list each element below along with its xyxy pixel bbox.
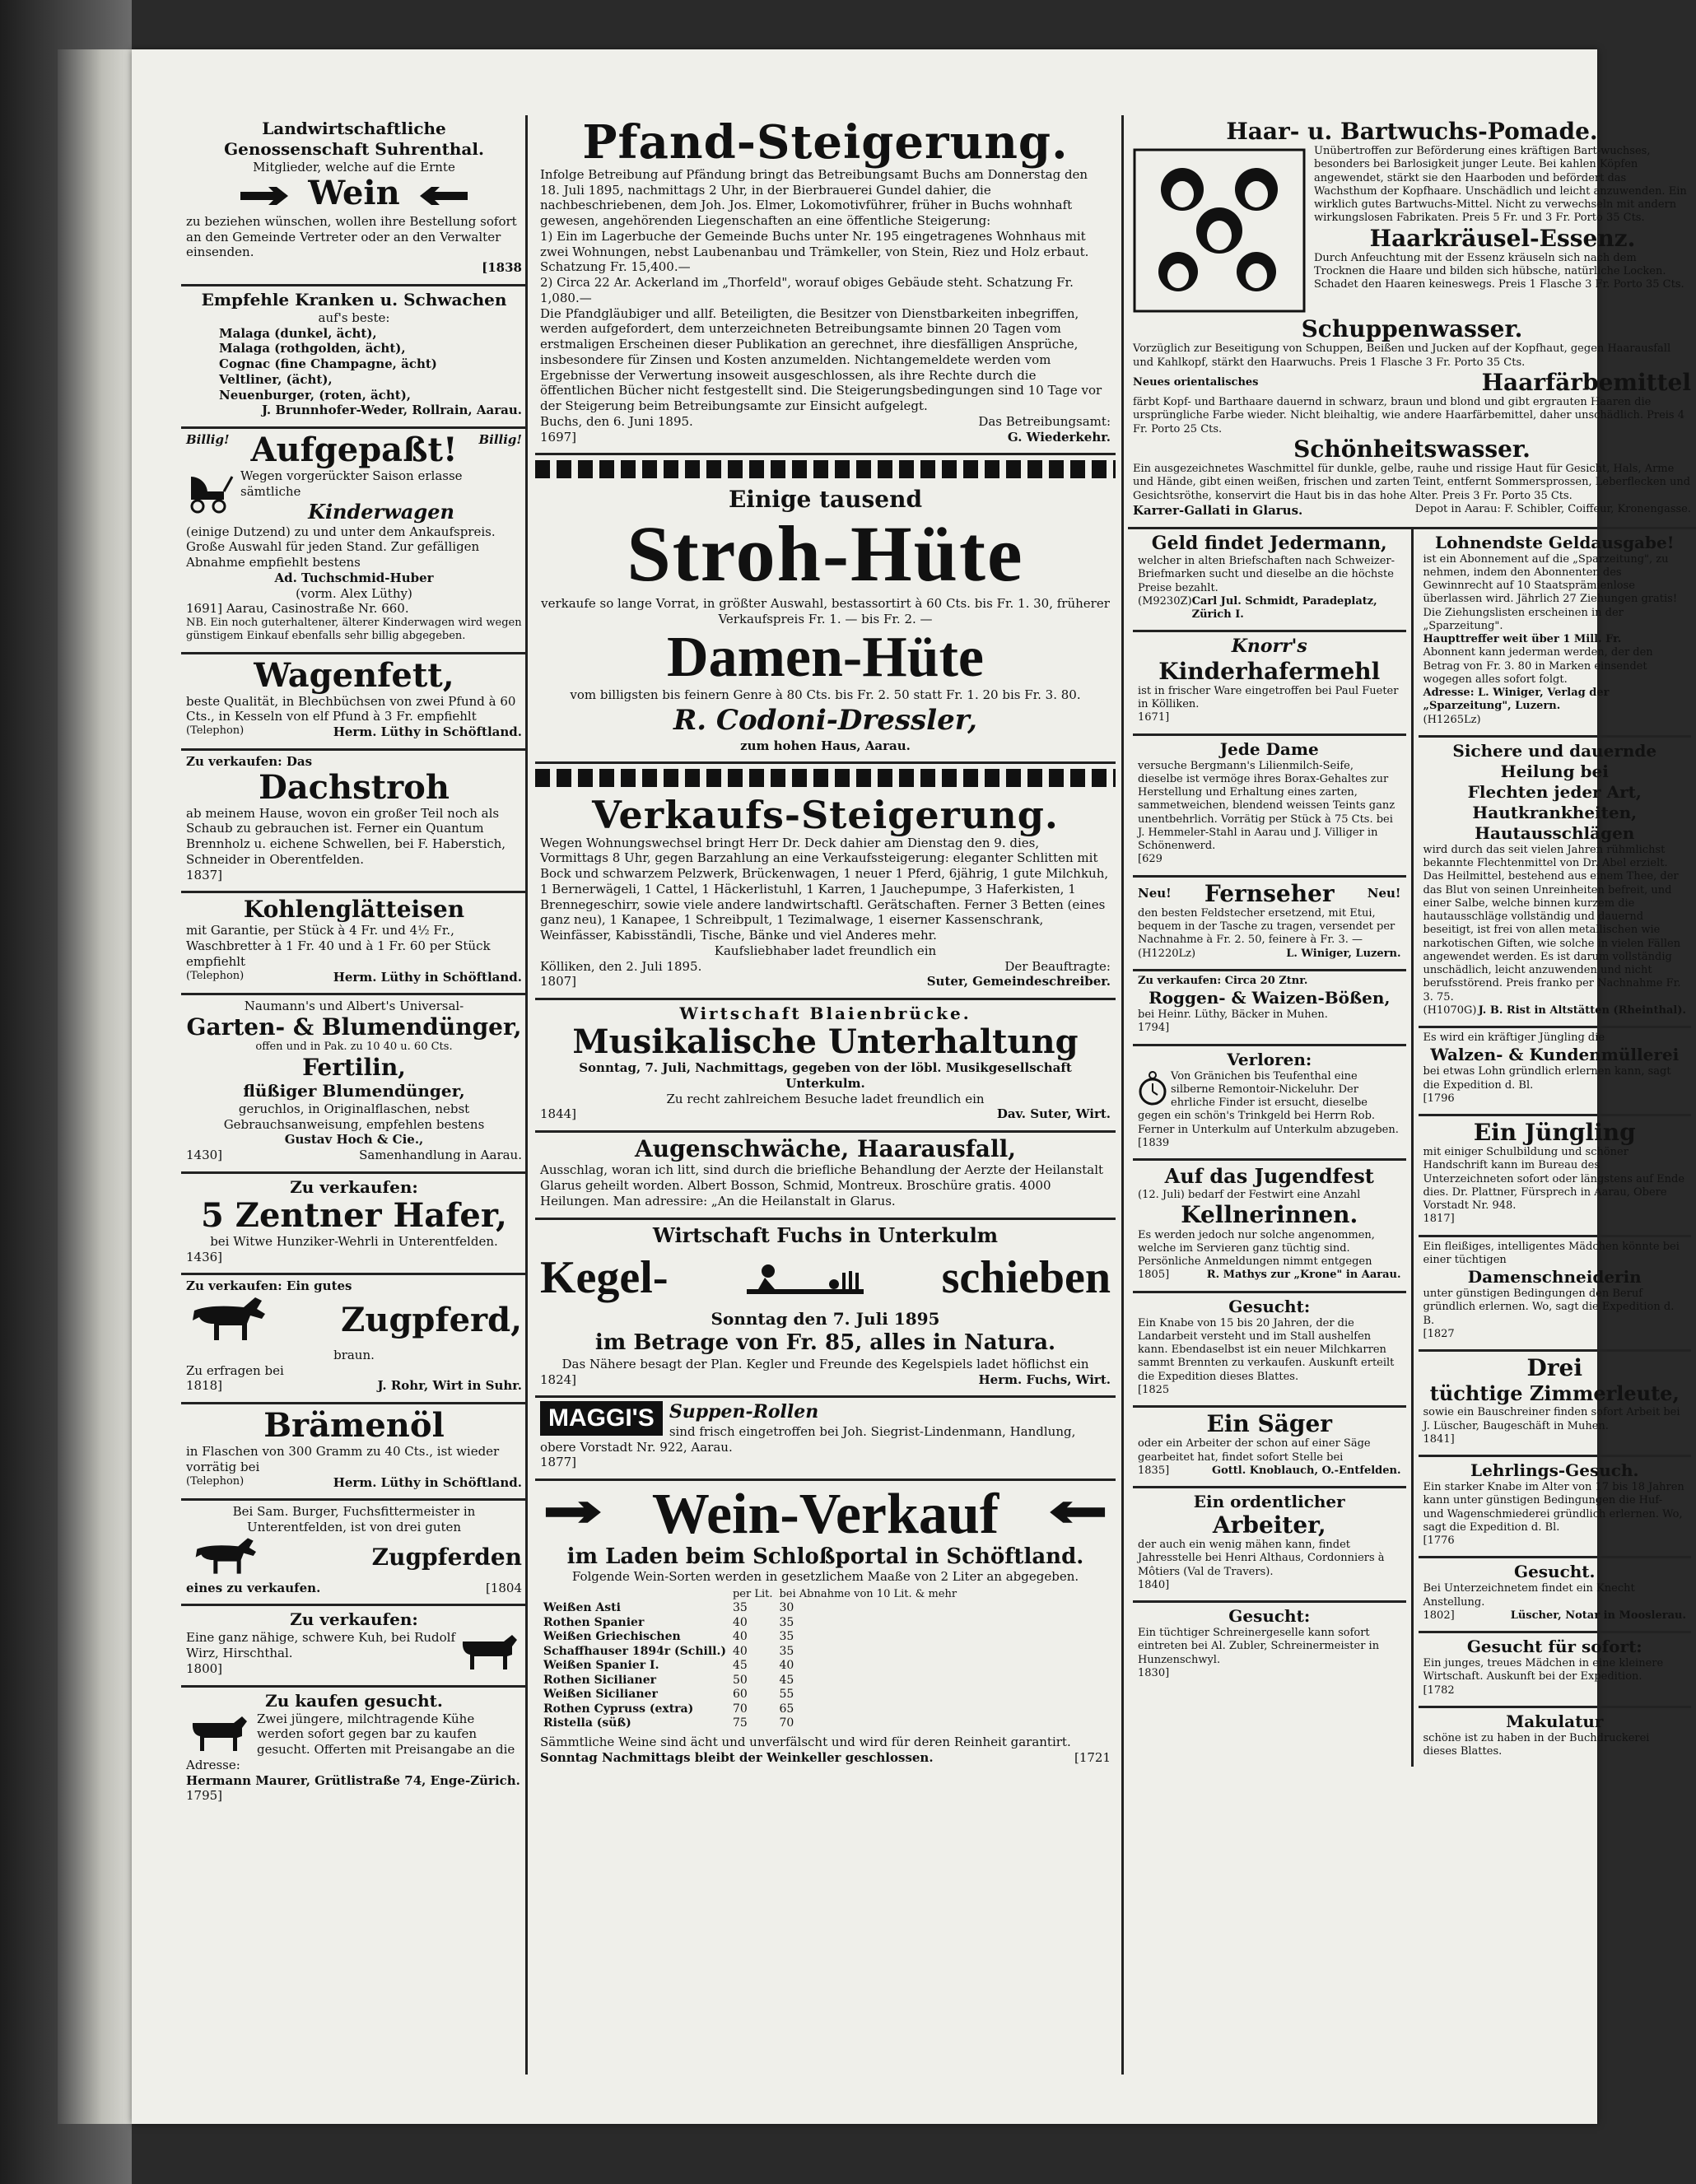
ad-code: 1671]: [1138, 711, 1170, 724]
ad-intro: Jede Dame: [1219, 738, 1319, 759]
right-subcolumns: [1128, 529, 1696, 1767]
ad-body: Ein starker Knabe im Alter von 17 bis 18 Jahren kann unter günstigen Bedingungen die Huf- und Wagenschmiederei gründlich erlernen. Wo, sagt die Expedition d. Bl.: [1423, 1481, 1684, 1534]
ad-code: [1782: [1423, 1683, 1455, 1697]
ad-code: 1795]: [186, 1788, 223, 1804]
ad-code: 1802]: [1423, 1609, 1455, 1622]
ad-body: Wegen Wohnungswechsel bringt Herr Dr. Deck dahier am Dienstag den 9. dies, Vormittags 8 Uhr, gegen Barzahlung an eine Verkaufssteigerung: eleganter Schlitten mit Bock und schwarzem Pelzwerk, Brückenwagen, 1 neuer 1 Pferd, 6jährig, 1 gute Milchkuh, 1 Bernerwägeli, 1 Cattel, 1 Häckerlistuhl, 1 Karren, 1 Jauchepumpe, 3 Haferkisten, 1 Brennegeschirr, sowie viele andere landwirtschaftl. Gerätschaften. Ferner 3 Betten (eines ganz neu), 1 Kanapee, 1 Schreibpult, 1 Tezimalwage, 1 eiserner Kassenschrank, Weinfässer, Kabisständli, Tische, Bänke und viel Anderes mehr.: [540, 835, 1109, 943]
ad-note: NB. Ein noch guterhaltener, älterer Kinderwagen wird wegen günstigem Einkauf ebenfalls sehr billig abgegeben.: [186, 617, 522, 643]
ad-code: (H1265Lz): [1423, 713, 1481, 726]
ad-signature: Gottl. Knoblauch, O.-Entfelden.: [1211, 1464, 1401, 1477]
ad-headline: Wein-Verkauf: [651, 1483, 999, 1547]
ad-body: versuche Bergmann's Lilienmilch-Seife, dieselbe ist vermöge ihres Borax-Gehaltes zur Herstellung und Erhaltung eines zarten, sammetweichen, blendend weissen Teints ganz unentbehrlich. Vorrätig per Stück à 75 Cts. bei J. Hemmeler-Stahl in Aarau und J. Villiger in Schönenwerd.: [1138, 759, 1395, 853]
ad-body: Zu erfragen bei: [186, 1362, 284, 1378]
ad-office: Das Betreibungsamt:: [978, 413, 1111, 429]
column-left: [181, 115, 527, 2075]
ad-headline: Haupttreffer weit über 1 Mill. Fr.: [1423, 633, 1622, 645]
ad-gesucht-knabe: [1133, 1293, 1406, 1409]
ad-headline: Lehrlings-Gesuch.: [1470, 1460, 1639, 1481]
ad-headline: Flechten jeder Art,: [1467, 781, 1642, 802]
ad-body: Bei Unterzeichnetem findet ein Knecht Anstellung.: [1423, 1582, 1635, 1609]
ad-tag: Billig!: [478, 432, 522, 447]
pointing-hand-icon: [239, 178, 296, 214]
subcolumn-left: [1128, 529, 1414, 1767]
ad-code: [1839: [1138, 1136, 1170, 1149]
ad-body: sind frisch eingetroffen bei Joh. Siegrist-Lindenmann, Handlung, obere Vorstadt Nr. 922, Aarau.: [540, 1423, 1076, 1455]
pointing-hand-icon: [1037, 1500, 1111, 1529]
ad-signature: Dav. Suter, Wirt.: [996, 1106, 1111, 1122]
ad-headline: Wagenfett,: [254, 655, 454, 695]
wine-list: [186, 326, 522, 403]
ad-body: oder ein Arbeiter der schon auf einer Säge gearbeitet hat, findet sofort Stelle bei: [1138, 1437, 1371, 1464]
ad-signature: J. B. Rist in Altstätten (Rheinthal).: [1478, 1004, 1686, 1017]
ad-body: Das Nähere besagt der Plan. Kegler und Freunde des Kegelspiels ladet höflichst ein: [561, 1356, 1089, 1371]
ad-headline: Ein Jüngling: [1473, 1119, 1636, 1146]
ad-place-date: Buchs, den 6. Juni 1895.: [540, 413, 693, 429]
ad-body: Unübertroffen zur Beförderung eines kräftigen Bart-wuchses, besonders bei Barlosigkeit junger Leute. Bei kahlen Köpfen angewendet, stärkt sie den Haarboden und befördert das Wachsthum der Kopfhaare. Unschädlich und leicht anzuwenden. Ein wirklich gutes Bartwuchs-Mittel. Nicht zu verwechseln mit andern wirkungslosen Fabrikaten. Preis 5 Fr. und 3 Fr. Porto 35 Cts.: [1314, 145, 1687, 225]
ad-body: im Betrage von Fr. 85, alles in Natura.: [594, 1330, 1056, 1356]
ad-body: Abonnent kann jederman werden, der den Betrag von Fr. 3. 80 in Marken einsendet wogegen alles sofort folgt.: [1423, 646, 1653, 686]
ad-arbeiter: [1133, 1488, 1406, 1603]
ad-signature: R. Codoni-Dressler,: [673, 704, 977, 738]
ad-body: Vorzüglich zur Beseitigung von Schuppen, Beißen und Jucken auf der Kopfhaut, gegen Haarausfall und Kahlkopf, stärkt den Haarwuchs. Preis 1 Flasche 3 Fr. Porto 35 Cts.: [1133, 342, 1671, 369]
ad-signature: Suter, Gemeindeschreiber.: [926, 974, 1111, 990]
ad-body: zu beziehen wünschen, wollen ihre Bestellung sofort an den Gemeinde Vertreter oder an den Verwalter einsenden.: [186, 213, 517, 260]
ad-kohlenglaetteisen: [181, 893, 527, 995]
ad-intro: Ein ordentlicher: [1193, 1492, 1345, 1511]
ad-telephone: (Telephon): [186, 1474, 245, 1488]
ad-intro: Zu verkaufen:: [290, 1176, 418, 1197]
ad-body: Zwei jüngere, milchtragende Kühe werden sofort gegen bar zu kaufen gesucht. Offerten mit Preisangabe an die Adresse:: [186, 1711, 515, 1772]
list-item: Malaga (dunkel, ächt),: [219, 325, 377, 341]
table-row: Ristella (süß) 75 70: [543, 1716, 794, 1730]
ad-zimmerleute: [1419, 1352, 1692, 1457]
ad-makulatur: [1419, 1708, 1692, 1767]
ad-code: (H1070G): [1423, 1004, 1477, 1017]
ad-headline: schieben: [941, 1252, 1111, 1304]
table-row: Rothen Cypruss (extra) 70 65: [543, 1702, 794, 1716]
ad-headline: Haarfärbemittel: [1481, 368, 1691, 396]
ad-headline: Haar- u. Bartwuchs-Pomade.: [1226, 118, 1598, 145]
ad-signature: Adresse: L. Winiger, Verlag der „Sparzeitung", Luzern.: [1423, 687, 1610, 713]
ad-headline: Walzen- & Kundenmüllerei: [1430, 1045, 1680, 1065]
ad-code: 1837]: [186, 867, 223, 882]
ad-code: 1841]: [1423, 1432, 1455, 1446]
ad-code: 1830]: [1138, 1666, 1170, 1679]
ad-signature: R. Mathys zur „Krone" in Aarau.: [1206, 1269, 1401, 1282]
ad-kegelschieben: [535, 1220, 1116, 1399]
ad-headline: Aufgepaßt!: [250, 431, 458, 469]
ad-tag: Billig!: [186, 432, 230, 447]
ad-body: welcher in alten Briefschaften nach Schweizer-Briefmarken sucht und dieselbe an die höchste Preise bezahlt.: [1138, 555, 1395, 594]
ad-tag: Neu!: [1138, 886, 1172, 901]
column-middle: [535, 115, 1116, 2075]
ad-kinderhafermehl: [1133, 632, 1406, 735]
ad-body: in Flaschen von 300 Gramm zu 40 Cts., ist wieder vorrätig bei: [186, 1444, 500, 1474]
ad-headline: Pfand-Steigerung.: [582, 115, 1069, 170]
ad-intro: Zu verkaufen:: [290, 1609, 418, 1630]
ad-code: (M9230Z): [1138, 594, 1192, 608]
ad-sub: im Laden beim Schloßportal in Schöftland.: [566, 1544, 1084, 1569]
list-item: Neuenburger, (roten, ächt),: [219, 387, 412, 403]
ad-headline: Schönheitswasser.: [1293, 435, 1531, 463]
ad-signature: J. Brunnhofer-Weder, Rollrain, Aarau.: [262, 403, 522, 418]
ad-place-date: Kölliken, den 2. Juli 1895.: [540, 958, 702, 974]
newspaper-page: [132, 49, 1691, 2124]
ad-hafer: [181, 1174, 527, 1276]
ad-pfand-steigerung: [535, 115, 1116, 455]
ad-telephone: (Telephon): [186, 969, 245, 982]
ad-intro: Knorr's: [1231, 636, 1307, 658]
ad-office: Der Beauftragte:: [1004, 958, 1111, 974]
ad-code: 1794]: [1138, 1022, 1170, 1035]
table-row: Rothen Sicilianer 50 45: [543, 1673, 794, 1687]
ad-headline: Brämenöl: [263, 1406, 445, 1446]
ad-intro: Bei Sam. Burger, Fuchsfittermeister in Unterentfelden, ist von drei guten: [232, 1504, 476, 1535]
ad-code: (H1220Lz): [1138, 947, 1196, 960]
ad-note: Sämmtliche Weine sind ächt und unverfälscht und wird für deren Reinheit garantirt.: [540, 1734, 1071, 1749]
ad-body: (12. Juli) bedarf der Festwirt eine Anzahl: [1138, 1189, 1361, 1202]
ad-wein-verkauf: [535, 1481, 1116, 1773]
ad-headline: Gesucht:: [1228, 1606, 1311, 1627]
ad-wagenfett: [181, 654, 527, 751]
ad-zugpferd: [181, 1275, 527, 1404]
ad-body: mit einiger Schulbildung und schöner Handschrift kann im Bureau des Unterzeichneten sofort oder längstens auf Ende dies. Dr. Plattner, Fürsprech in Aarau, Obere Vorstadt Nr. 948.: [1423, 1146, 1685, 1213]
ad-duenger: [181, 995, 527, 1173]
ad-headline: Empfehle Kranken u. Schwachen: [201, 289, 507, 310]
ad-fernseher: [1133, 878, 1406, 971]
table-row: Schaffhauser 1894r (Schill.) 40 35: [543, 1644, 794, 1658]
ad-braemenoel: [181, 1404, 527, 1501]
ad-signature: Hermann Maurer, Grütlistraße 74, Enge-Zürich.: [186, 1772, 520, 1788]
ad-code: 1844]: [540, 1106, 577, 1122]
ad-headline: Gesucht für sofort:: [1466, 1637, 1642, 1657]
ad-stroh-huete: [535, 483, 1116, 764]
ad-headline: Dachstroh: [259, 767, 450, 807]
ad-intro: Naumann's und Albert's Universal-: [244, 999, 464, 1014]
ad-body: Sonntag, 7. Juli, Nachmittags, gegeben von der löbl. Musikgesellschaft Unterkulm.: [579, 1060, 1072, 1091]
ad-body: Kaufsliebhaber ladet freundlich ein: [714, 943, 937, 958]
ad-code: 1817]: [1423, 1213, 1455, 1226]
ad-headline: Zugpferden: [371, 1544, 522, 1572]
table-header: per Lit.: [732, 1588, 773, 1601]
ad-headline: Stroh-Hüte: [627, 510, 1024, 598]
ad-code: 1691]: [186, 601, 223, 617]
ad-body: färbt Kopf- und Barthaare dauernd in schwarz, braun und blond und gibt ergrauten Haaren die ursprüngliche Farbe wieder. Nicht bleihaltig, wie andere Haarfärbemittel, daher unschädlich. Preis 4 Fr. Porto 25 Cts.: [1133, 396, 1685, 435]
list-item: 1) Ein im Lagerbuche der Gemeinde Buchs unter Nr. 195 eingetragenes Wohnhaus mit zwei Wohnungen, nebst Laubenanbau und Trämkeller, von Stein, Riez und Holz erbaut. Schatzung Fr. 15,400.—: [540, 228, 1089, 275]
ad-body: schöne ist zu haben in der Buchdruckerei dieses Blattes.: [1423, 1731, 1650, 1758]
table-row: Weißen Sicilianer 60 55: [543, 1688, 794, 1702]
ad-body: Ein fleißiges, intelligentes Mädchen könnte bei einer tüchtigen: [1423, 1240, 1680, 1266]
cow-icon: [456, 1630, 522, 1675]
ad-kellnerinnen: [1133, 1161, 1406, 1292]
ad-body: Von Gränichen bis Teufenthal eine silberne Remontoir-Nickeluhr. Der ehrliche Finder ist ersucht, dieselbe gegen ein schön's Trinkgeld bei Herrn Rob. Ferner in Unterkulm auf Unterkulm abzugeben.: [1138, 1069, 1399, 1136]
ad-headline: Kinderhafermehl: [1158, 657, 1381, 685]
ornament-divider: [535, 769, 1116, 787]
ad-body: (einige Dutzend) zu und unter dem Ankaufspreis. Große Auswahl für jeden Stand. Zur gefälligen Abnahme empfiehlt bestens: [186, 524, 496, 570]
ad-code: 1800]: [186, 1660, 223, 1676]
ad-saeger: [1133, 1408, 1406, 1488]
ad-muellerei: [1419, 1028, 1692, 1116]
ad-maggi: [535, 1398, 1116, 1481]
ad-damenschneiderin: [1419, 1237, 1692, 1353]
pram-icon: [186, 468, 235, 519]
table-row: Rothen Spanier 40 35: [543, 1615, 794, 1629]
ad-sub: auf's beste:: [318, 310, 390, 325]
ad-body: vom billigsten bis feinern Genre à 80 Cts. bis Fr. 2. 50 statt Fr. 1. 20 bis Fr. 3. 80.: [570, 687, 1081, 703]
ad-body: Infolge Betreibung auf Pfändung bringt das Betreibungsamt Buchs am Donnerstag den 18. Juli 1895, nachmittags 2 Uhr, in der Bierbrauerei Gundel dahier, die nachbeschriebenen, dem Joh. Jos. Elmer, Lokomotivführer, früher in Buchs wohnhaft gewesen, angehörenden Liegenschaften an eine öffentliche Steigerung:: [540, 166, 1088, 229]
ad-knecht: [1419, 1558, 1692, 1633]
ad-headline: Verloren:: [1227, 1049, 1312, 1069]
ad-headline: Augenschwäche, Haarausfall,: [635, 1135, 1016, 1163]
ad-signature: J. Rohr, Wirt in Suhr.: [377, 1378, 522, 1394]
ad-code: [629: [1138, 853, 1163, 866]
ad-sparzeitung: [1419, 529, 1692, 738]
ad-headline: tüchtige Zimmerleute,: [1429, 1381, 1680, 1406]
ad-title: Landwirtschaftliche: [262, 119, 446, 138]
ad-intro: Zu verkaufen: Circa 20 Ztnr.: [1138, 974, 1308, 987]
ad-signature: (vorm. Alex Lüthy): [296, 585, 412, 601]
ad-augenschwaeche: [535, 1133, 1116, 1219]
ad-code: [1825: [1138, 1383, 1170, 1396]
ad-headline: Drei: [1526, 1354, 1582, 1382]
ad-body: Zu recht zahlreichem Besuche ladet freundlich ein: [666, 1091, 985, 1106]
ad-headline: Suppen-Rollen: [669, 1401, 819, 1423]
ad-intro: Wirtschaft Blaienbrücke.: [679, 1004, 971, 1024]
ad-signature: G. Wiederkehr.: [1007, 429, 1111, 445]
ad-code: 1436]: [186, 1249, 223, 1264]
ad-verloren: [1133, 1046, 1406, 1162]
ad-body: bei Heinr. Lüthy, Bäcker in Muhen.: [1138, 1008, 1328, 1022]
list-item: Veltliner, (ächt),: [219, 371, 333, 387]
ad-address: Aarau, Casinostraße Nr. 660.: [226, 601, 409, 617]
ad-code: 1835]: [1138, 1464, 1170, 1477]
ad-address: zum hohen Haus, Aarau.: [740, 738, 911, 753]
ad-genossenschaft: [181, 115, 527, 286]
ad-date: Sonntag den 7. Juli 1895: [711, 1309, 940, 1329]
ad-body: Die Pfandgläubiger und allf. Beteiligten, die Besitzer von Dienstbarkeiten inbegriffen, werden aufgefordert, dem unterzeichneten Betreibungsamte binnen 20 Tagen vom erstmaligen Erscheinen dieser Publikation an gerechnet, ihre diesfälligen Ansprüche, insbesondere für Zinsen und Kosten anzumelden. Nichtangemeldete werden vom Ergebnisse der Verwertung insoweit ausgeschlossen, als ihre Rechte durch die öffentlichen Bücher nicht festgestellt sind. Die Steigerungsbedingungen sind 10 Tage vor der Steigerung beim Betreibungsamte zur Einsicht aufgelegt.: [540, 305, 1102, 414]
ad-headline: Kegel-: [540, 1252, 669, 1304]
ad-body: Es werden jedoch nur solche angenommen, welche im Servieren ganz tüchtig sind. Persönliche Anmeldungen nimmt entgegen: [1138, 1228, 1375, 1269]
ad-body: geruchlos, in Originalflaschen, nebst Gebrauchsanweisung, empfehlen bestens: [223, 1101, 485, 1132]
ad-signature: Herm. Fuchs, Wirt.: [978, 1371, 1111, 1387]
ad-signature: Herm. Lüthy in Schöftland.: [333, 724, 522, 739]
subcolumn-right: [1414, 529, 1696, 1767]
ad-roggen: [1133, 971, 1406, 1046]
pointing-hand-icon: [412, 178, 469, 214]
ad-body: Ein Knabe von 15 bis 20 Jahren, der die Landarbeit versteht und im Stall aushelfen kann. Ebendaselbst ist ein neuer Milchkarren sammt Brennten zu verkaufen. Auskunft erteilt die Expedition dieses Blattes.: [1138, 1316, 1395, 1383]
ad-headline: Hautkrankheiten,: [1472, 802, 1638, 822]
portraits-illustration: [1133, 148, 1306, 313]
pocket-watch-icon: [1138, 1070, 1167, 1111]
ad-headline: Heilung bei: [1500, 761, 1609, 781]
ad-sub: braun.: [333, 1347, 375, 1362]
ad-body: Ein tüchtiger Schreinergeselle kann sofort eintreten bei Al. Zubler, Schreinermeister in Hunzenschwyl.: [1138, 1627, 1380, 1666]
ad-body: Folgende Wein-Sorten werden in gesetzlichem Maaße von 2 Liter an abgegeben.: [571, 1569, 1079, 1585]
ad-code: 1807]: [540, 974, 577, 990]
ad-headline: Geld findet Jedermann,: [1151, 532, 1387, 554]
ad-verkaufs-steigerung: [535, 792, 1116, 1000]
ad-intro: Mitglieder, welche auf die Ernte: [253, 160, 455, 175]
ornament-divider: [535, 460, 1116, 478]
maggi-logo: MAGGI'S: [540, 1401, 663, 1436]
ad-body: ist in frischer Ware eingetroffen bei Paul Fueter in Kölliken.: [1138, 684, 1399, 711]
ad-product: Kinderwagen: [308, 499, 454, 524]
ad-code: 1805]: [1138, 1269, 1170, 1282]
ad-intro: Zu verkaufen: Ein gutes: [186, 1278, 352, 1294]
ad-body: Eine ganz nähige, schwere Kuh, bei Rudolf Wirz, Hirschthal.: [186, 1630, 456, 1661]
table-row: Weißen Asti 35 30: [543, 1601, 794, 1615]
ad-signature: Ad. Tuchschmid-Huber: [274, 570, 434, 585]
ad-haarwuchs: [1128, 115, 1696, 529]
ad-headline: Musikalische Unterhaltung: [572, 1022, 1079, 1062]
ad-headline: Roggen- & Waizen-Bößen,: [1149, 988, 1391, 1008]
ad-code: [1827: [1423, 1327, 1455, 1340]
ad-code: [1796: [1423, 1092, 1455, 1105]
ad-maedchen: [1419, 1633, 1692, 1708]
ad-lilienmilch: [1133, 736, 1406, 878]
ad-headline: Ein Säger: [1206, 1410, 1333, 1438]
ad-flechten: [1419, 738, 1692, 1028]
ad-body: beste Qualität, in Blechbüchsen von zwei Pfund à 60 Cts., in Kesseln von elf Pfund à 3 Fr. empfiehlt: [186, 693, 516, 724]
ad-address: Depot in Aarau: F. Schibler, Coiffeur, Kronengasse.: [1414, 502, 1691, 515]
ad-headline: Sichere und dauernde: [1452, 740, 1657, 761]
horse-icon: [186, 1535, 277, 1581]
ad-headline: Makulatur: [1506, 1711, 1604, 1731]
ad-headline: Arbeiter,: [1212, 1511, 1326, 1539]
ad-body: unter günstigen Bedingungen den Beruf gründlich erlernen. Wo, sagt die Expedition d. B.: [1423, 1288, 1675, 1327]
table-header: bei Abnahme von 10 Lit. & mehr: [779, 1588, 957, 1601]
ad-body: Ein junges, treues Mädchen in eine kleinere Wirtschaft. Auskunft bei der Expedition.: [1423, 1657, 1664, 1683]
ad-signature: Lüscher, Notar in Mooslerau.: [1510, 1609, 1686, 1622]
list-item: Malaga (rothgolden, ächt),: [219, 341, 406, 356]
ad-musik: [535, 1000, 1116, 1133]
ad-dachstroh: [181, 751, 527, 894]
ad-headline: Fertilin,: [302, 1053, 406, 1081]
ad-body: Wegen vorgerückter Saison erlasse sämtliche: [240, 468, 463, 499]
ad-code: [1776: [1423, 1534, 1455, 1548]
ad-intro: Zu verkaufen: Das: [186, 753, 313, 769]
ad-headline: flüßiger Blumendünger,: [243, 1080, 465, 1101]
ad-body: Es wird ein kräftiger Jüngling die: [1423, 1031, 1605, 1044]
ad-zugpferden: [181, 1501, 527, 1606]
ad-intro: Einige tausend: [728, 486, 923, 514]
ad-headline: 5 Zentner Hafer,: [201, 1195, 507, 1235]
ad-body: der auch ein wenig mähen kann, findet Jahresstelle bei Henri Althaus, Cordonniers à Môtiers (Val de Travers).: [1138, 1539, 1385, 1578]
ad-telephone: (Telephon): [186, 724, 245, 737]
ad-kinderwagen: [181, 429, 527, 654]
ad-code: [1721: [1074, 1749, 1111, 1765]
ad-code: 1697]: [540, 429, 577, 445]
pointing-hand-icon: [540, 1500, 614, 1529]
ad-sub: eines zu verkaufen.: [186, 1580, 321, 1595]
list-item: 2) Circa 22 Ar. Ackerland im „Thorfeld", worauf obiges Gebäude steht. Schatzung Fr. 1,080.—: [540, 275, 1074, 305]
ad-body: verkaufe so lange Vorrat, in größter Auswahl, bestassortirt à 60 Cts. bis Fr. 1. 30, früherer Verkaufspreis Fr. 1. — bis Fr. 2. —: [541, 596, 1110, 627]
ad-code: 1430]: [186, 1148, 223, 1163]
ad-headline: Kellnerinnen.: [1181, 1201, 1358, 1229]
ad-code: 1818]: [186, 1378, 223, 1394]
book-spine: [58, 49, 132, 2124]
ad-code: 1877]: [540, 1455, 577, 1470]
ad-signature: Carl Jul. Schmidt, Paradeplatz, Zürich I.: [1191, 594, 1377, 621]
ad-code: [1804: [485, 1580, 522, 1595]
bowling-illustration: [743, 1248, 867, 1310]
ad-headline: Lohnendste Geldausgabe!: [1435, 532, 1675, 552]
ad-body: wird durch das seit vielen Jahren rühmlichst bekannte Flechtenmittel von Dr. Abel erzielt. Das Heilmittel, bestehend aus einem Thee, der das Blut von seinen Unreinheiten befreit, und einer Salbe, welche binnen kurzem die hautausschläge vollständig und dauernd beseitigt, ist frei von allen metallischen wie narkotischen Giften, wie solche in vielen Fällen angewendet werden. Es ist darum vollständig unschädlich, leicht anzuwenden und nicht berufsstörend. Preis franko per Nachnahme Fr. 3. 75.: [1423, 843, 1681, 1004]
wine-price-table: [540, 1588, 960, 1731]
ad-briefmarken: [1133, 529, 1406, 633]
ad-signature: L. Winiger, Luzern.: [1286, 947, 1401, 960]
ad-code: 1840]: [1138, 1578, 1170, 1591]
column-right: [1128, 115, 1696, 2075]
ad-signature: Herm. Lüthy in Schöftland.: [333, 1474, 522, 1490]
ad-body: sowie ein Bauschreiner finden sofort Arbeit bei J. Lüscher, Baugeschäft in Muhen.: [1423, 1406, 1680, 1432]
ad-kuh: [181, 1606, 527, 1687]
ad-headline: Auf das Jugendfest: [1164, 1164, 1374, 1189]
ad-headline: Gesucht.: [1513, 1562, 1596, 1582]
ad-schreinergeselle: [1133, 1603, 1406, 1688]
table-row: Weißen Griechischen 40 35: [543, 1630, 794, 1644]
ad-headline: Verkaufs-Steigerung.: [592, 793, 1059, 838]
ad-headline: Kohlenglätteisen: [243, 896, 465, 924]
ad-kuehe: [181, 1688, 527, 1813]
horse-icon: [186, 1294, 285, 1348]
ad-code: 1824]: [540, 1371, 577, 1387]
ad-tag: Neu!: [1367, 886, 1401, 901]
list-item: Cognac (fine Champagne, ächt): [219, 356, 437, 371]
ad-body: ist ein Abonnement auf die „Sparzeitung", zu nehmen, indem den Abonnenten des Gewinnrecht auf 10 Staatsprämienlose überlassen wird. Jährlich 27 Ziehungen gratis! Die Ziehungslisten erscheinen in der „Sparzeitung".: [1423, 552, 1678, 632]
ad-signature: Gustav Hoch & Cie.,: [284, 1132, 424, 1148]
ad-headline: Zugpferd,: [341, 1301, 522, 1340]
ad-headline: Damenschneiderin: [1467, 1267, 1642, 1288]
ad-headline: Zu kaufen gesucht.: [265, 1690, 443, 1711]
ad-body: den besten Feldstecher ersetzend, mit Etui, bequem in der Tasche zu tragen, versendet per Nachnahme à Fr. 2. 50, feinere à Fr. 3. —: [1138, 906, 1395, 947]
ad-title: Genossenschaft Suhrenthal.: [224, 139, 484, 159]
ad-note: Sonntag Nachmittags bleibt der Weinkeller geschlossen.: [540, 1749, 934, 1765]
ad-sub: offen und in Pak. zu 10 40 u. 60 Cts.: [255, 1041, 453, 1054]
ad-body: Ein ausgezeichnetes Waschmittel für dunkle, gelbe, rauhe und rissige Haut für Gesicht, Hals, Arme und Hände, gibt einen weißen, frischen und zarten Teint, entfernt Sommersprossen, Leberflecken und Gesichtsröthe, konservirt die Haut bis in das hohe Alter. Preis 3 Fr. Porto 35 Cts.: [1133, 463, 1691, 502]
ad-headline: Wein: [186, 175, 522, 214]
cow-icon: [186, 1711, 252, 1757]
table-row: Weißen Spanier I. 45 40: [543, 1659, 794, 1673]
ad-headline: Schuppenwasser.: [1301, 315, 1523, 343]
ad-headline: Garten- & Blumendünger,: [186, 1013, 522, 1041]
ad-headline: Damen-Hüte: [667, 625, 984, 689]
ad-intro: Wirtschaft Fuchs in Unterkulm: [652, 1222, 999, 1247]
ad-body: bei Witwe Hunziker-Wehrli in Unterentfelden.: [210, 1233, 498, 1249]
ad-body: Ausschlag, woran ich litt, sind durch die briefliche Behandlung der Aerzte der Heilanstalt Glarus geheilt worden. Albert Bosson, Schmid, Montreux. Broschüre gratis. 4000 Heilungen. Man adressire: „An die Heilanstalt in Glarus.: [540, 1162, 1104, 1208]
ad-signature: Karrer-Gallati in Glarus.: [1133, 502, 1303, 518]
ad-headline: Gesucht:: [1228, 1296, 1311, 1316]
ad-headline: Fernseher: [1204, 879, 1335, 907]
ad-body: Durch Anfeuchtung mit der Essenz kräuseln sich nach dem Trocknen die Haare und bilden sich hübsche, natürliche Locken. Schadet den Haaren keineswegs. Preis 1 Flasche 3 Fr. Porto 35 Cts.: [1314, 251, 1684, 291]
ad-body: ab meinem Hause, wovon ein großer Teil noch als Schaub zu gebrauchen ist. Ferner ein Quantum Brennholz u. eichene Schwellen, bei F. Haberstich, Schneider in Oberentfelden.: [186, 805, 506, 867]
ad-code: [1838: [482, 260, 522, 275]
ad-address: Samenhandlung in Aarau.: [359, 1148, 522, 1163]
ad-body: bei etwas Lohn gründlich erlernen kann, sagt die Expedition d. Bl.: [1423, 1065, 1671, 1092]
ad-headline: Haarkräusel-Essenz.: [1369, 224, 1636, 252]
ad-juengling: [1419, 1116, 1692, 1237]
column-divider: [1121, 115, 1124, 2075]
ad-body: mit Garantie, per Stück à 4 Fr. und 4½ Fr., Waschbretter à 1 Fr. 40 und à 1 Fr. 60 per Stück empfiehlt: [186, 923, 491, 969]
ad-signature: Herm. Lüthy in Schöftland.: [333, 969, 522, 985]
ad-sub: Neues orientalisches: [1133, 375, 1259, 389]
ad-lehrling: [1419, 1457, 1692, 1558]
ad-headline: Hautausschlägen: [1475, 822, 1635, 843]
ad-kranken: [181, 286, 527, 429]
